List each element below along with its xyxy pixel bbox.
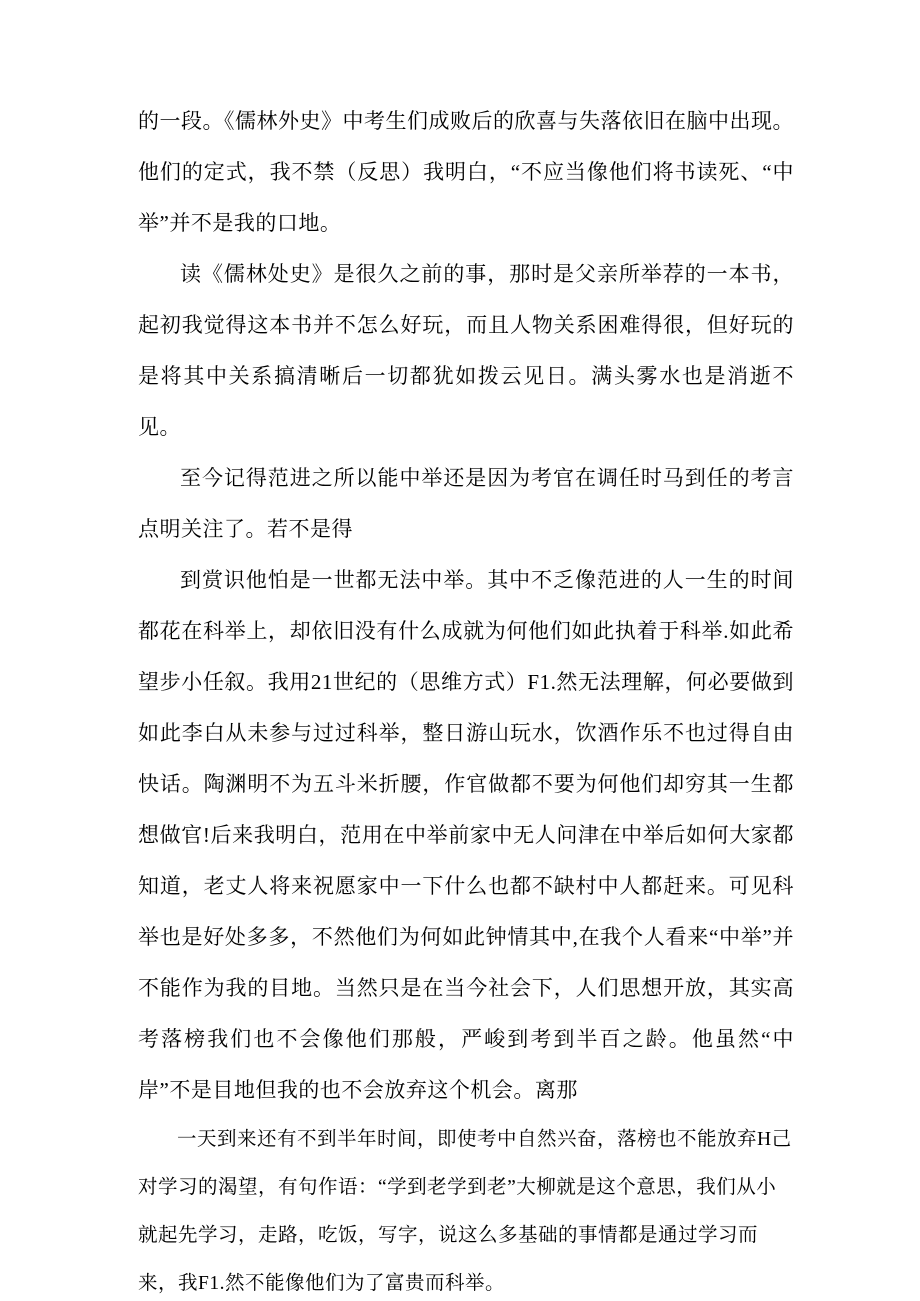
paragraph-reading-memory: 读《儒林处史》是很久之前的事，那时是父亲所举荐的一本书，起初我觉得这本书并不怎么好玩，而且人物关系困难得很，但好玩的是将其中关系搞清晰后一切都犹如拨云见日。满头雾水也是消逝不见。: [138, 262, 794, 439]
paragraph-conclusion: 一天到来还有不到半年时间，即使考中自然兴奋，落榜也不能放弃H己对学习的渴望，有句作语：“学到老学到老”大柳就是这个意思，我们从小就起先学习，走路，吃饭，写字，说这么多基础的事情都是通过学习而来，我F1.然不能像他们为了富贵而科举。: [138, 1129, 792, 1294]
paragraph-reflection: 到赏识他怕是一世都无法中举。其中不乏像范进的人一生的时间都花在科举上，却依旧没有什么成就为何他们如此执着于科举.如此希望步小任叙。我用21世纪的（思维方式）F1.然无法理解，何必要做到如此李白从未参与过过科举，整日游山玩水，饮酒作乐不也过得自由快话。陶渊明不为五斗米折腰，作官做都不要为何他们却穷其一生都想做官!后来我明白，范用在中举前家中无人问津在中举后如何大家都知道，老丈人将来祝愿家中一下什么也都不缺村中人都赶来。可见科举也是好处多多，不然他们为何如此钟情其中,在我个人看来“中举”并不能作为我的目地。当然只是在当今社会下，人们思想开放，其实高考落榜我们也不会像他们那般，严峻到考到半百之龄。他虽然“中岸”不是目地但我的也不会放弃这个机会。离那: [138, 568, 794, 1102]
paragraph-fanjin-exam: 至今记得范进之所以能中举还是因为考官在调任时马到任的考言点明关注了。若不是得: [138, 466, 794, 541]
paragraph-continuation: 的一段。《儒林外史》中考生们成败后的欣喜与失落依旧在脑中出现。他们的定式，我不禁（反思）我明白，“不应当像他们将书读死、“中举”并不是我的口地。: [138, 109, 794, 235]
